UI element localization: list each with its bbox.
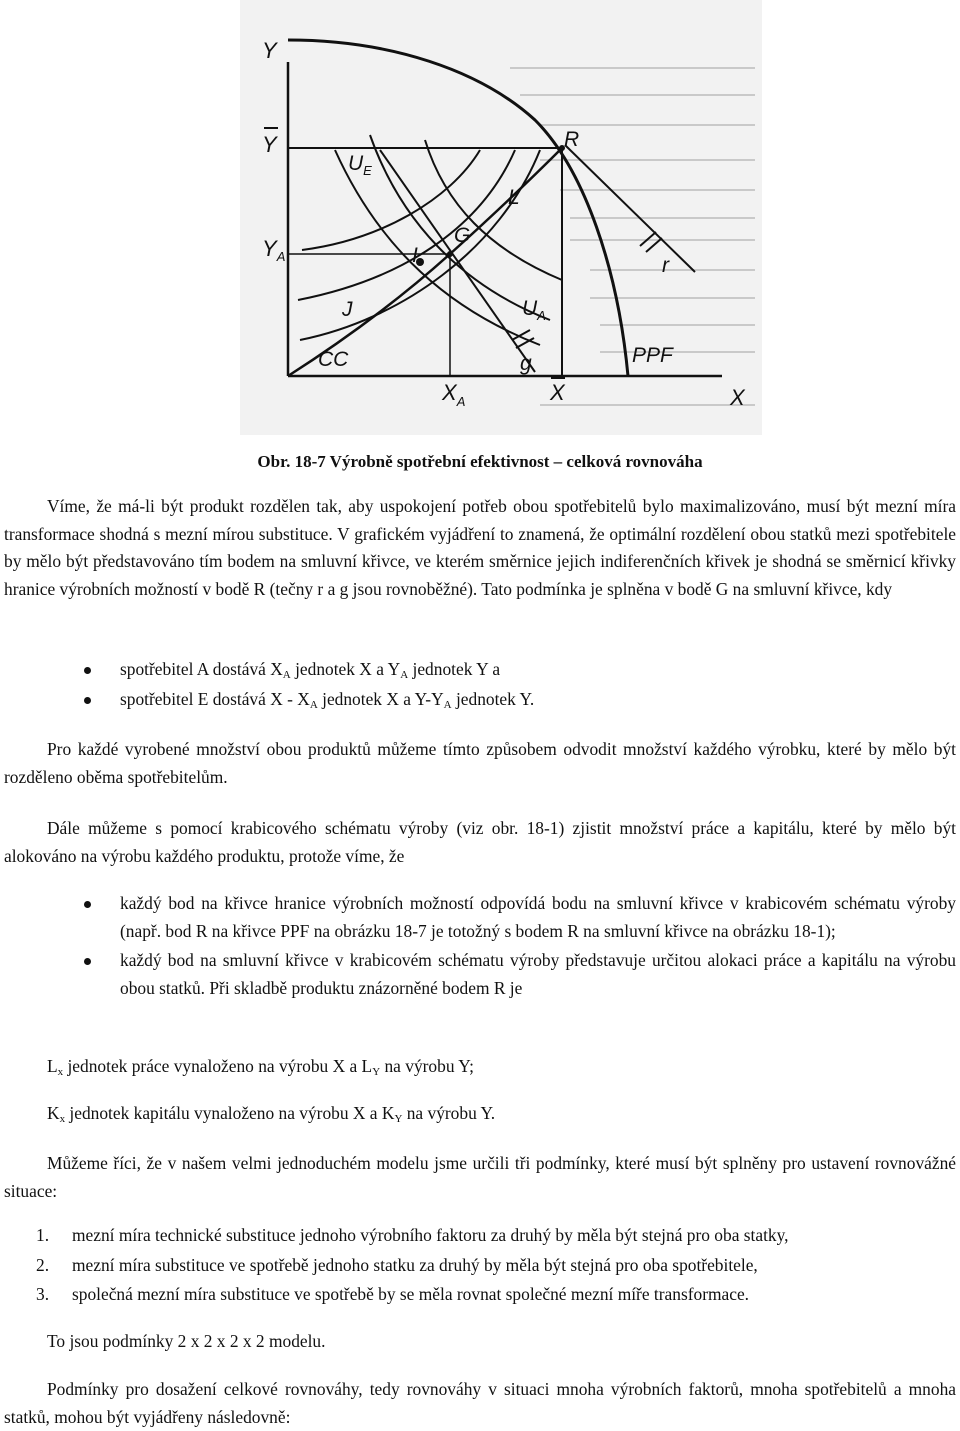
paragraph-5-block: [4, 1328, 956, 1356]
paragraph-1: Víme, že má-li být produkt rozdělen tak, aby uspokojení potřeb obou spotřebitelů bylo maximalizováno, musí být mezní míra transformace shodná s mezní mírou substituce. V grafickém vyjádření to znamená, že optimální rozdělení obou statků mezi spotřebitele by mělo být představováno tím bodem na smluvní křivce, ve kterém směrnice jejich indiferenčních křivek je shodná se směrnicí křivky hranice výrobních možností v bodě R (tečny r a g jsou rovnoběžné). Tato podmínka je splněna v bodě G na smluvní křivce, kdy: [4, 496, 956, 599]
label-i: I: [412, 244, 418, 267]
numbered-item: 1. mezní míra technické substituce jednoho výrobního faktoru za druhý by měla být stejná pro oba statky,: [36, 1225, 789, 1245]
label-r-tangent: r: [662, 254, 669, 277]
bullet-item: každý bod na smluvní křivce v krabicovém schématu výroby představuje určitou alokaci práce a kapitálu na výrobu obou statků. Při skladbě produktu znázorněné bodem R je: [4, 947, 956, 1002]
label-l: L: [508, 186, 520, 209]
numbered-list-block: [4, 1222, 956, 1309]
paragraph-4-block: [4, 1150, 956, 1205]
bullet-dot: [84, 901, 91, 908]
bullets-1-block: [4, 656, 956, 713]
paragraph-3-block: [4, 815, 956, 870]
label-y-bar: Y: [262, 132, 277, 157]
label-x-bar: X: [550, 380, 565, 405]
point-g-dot: [447, 251, 453, 257]
bullet-item: spotřebitel E dostává X - $X_A$ jednotek X a $Y-Y_A$ jednotek Y.: [4, 686, 956, 714]
paragraph-3: Dále můžeme s pomocí krabicového schématu výroby (viz obr. 18-1) zjistit množství práce a kapitálu, které by mělo být alokováno na výrobu každého produktu, protože víme, že: [4, 818, 956, 866]
label-x-axis: X: [730, 385, 745, 410]
label-ppf: PPF: [632, 344, 673, 367]
bullets-2-block: [4, 890, 956, 1002]
label-j: J: [342, 298, 353, 321]
bullet-dot: [84, 958, 91, 965]
label-r-point: R: [564, 128, 580, 151]
line-labor: $L_x$ jednotek práce vynaloženo na výrobu X a $L_Y$ na výrobu Y;: [47, 1056, 475, 1078]
numbered-item: 2. mezní míra substituce ve spotřebě jednoho statku za druhý by měla být stejná pro oba spotřebitele,: [36, 1254, 758, 1275]
paragraph-4: Můžeme říci, že v našem velmi jednoduchém modelu jsme určili tři podmínky, které musí být splněny pro ustavení rovnovážné situace:: [4, 1153, 956, 1201]
numbered-item: 3. společná mezní míra substituce ve spotřebě by se měla rovnat společné mezní míře transformace.: [36, 1284, 750, 1304]
label-g-point: G: [454, 224, 471, 247]
line-k-block: [4, 1100, 956, 1128]
figure-18-7: [240, 0, 762, 435]
label-cc: CC: [318, 348, 349, 371]
paragraph-2: Pro každé vyrobené množství obou produktů můžeme tímto způsobem odvodit množství každého výrobku, které by mělo být rozděleno oběma spotřebitelům.: [4, 739, 956, 787]
bullet-item: každý bod na křivce hranice výrobních možností odpovídá bodu na smluvní křivce v krabicovém schématu výroby (např. bod R na křivce PPF na obrázku 18-7 je totožný s bodem R na smluvní křivce na obrázku 18-1);: [4, 890, 956, 945]
label-y-axis: Y: [262, 38, 277, 63]
label-y-a: $Y_A$: [262, 236, 286, 264]
paragraph-5: To jsou podmínky 2 x 2 x 2 x 2 modelu.: [47, 1331, 326, 1351]
paragraph-2-block: [4, 736, 956, 791]
bullet-dot: [84, 697, 91, 704]
figure-caption: Obr. 18-7 Výrobně spotřební efektivnost – celková rovnováha: [257, 452, 703, 471]
ppf-diagram: [240, 0, 762, 435]
line-l-block: [4, 1053, 956, 1081]
label-u-e: $U_E$: [348, 152, 372, 178]
bullet-item: spotřebitel A dostává $X_A$ jednotek X a $Y_A$ jednotek Y a: [4, 656, 956, 684]
paragraph-1-block: [4, 493, 956, 603]
paragraph-6: Podmínky pro dosažení celkové rovnováhy, tedy rovnováhy v situaci mnoha výrobních faktorů, mnoha spotřebitelů a mnoha statků, mohou být vyjádřeny následovně:: [4, 1379, 956, 1427]
label-x-a: $X_A$: [442, 380, 466, 409]
line-capital: $K_x$ jednotek kapitálu vynaloženo na výrobu X a $K_Y$ na výrobu Y.: [47, 1103, 496, 1125]
paragraph-6-block: [4, 1376, 956, 1431]
bullet-dot: [84, 667, 91, 674]
label-u-a: $U_A$: [522, 297, 546, 323]
label-g-tangent: g: [520, 352, 532, 375]
